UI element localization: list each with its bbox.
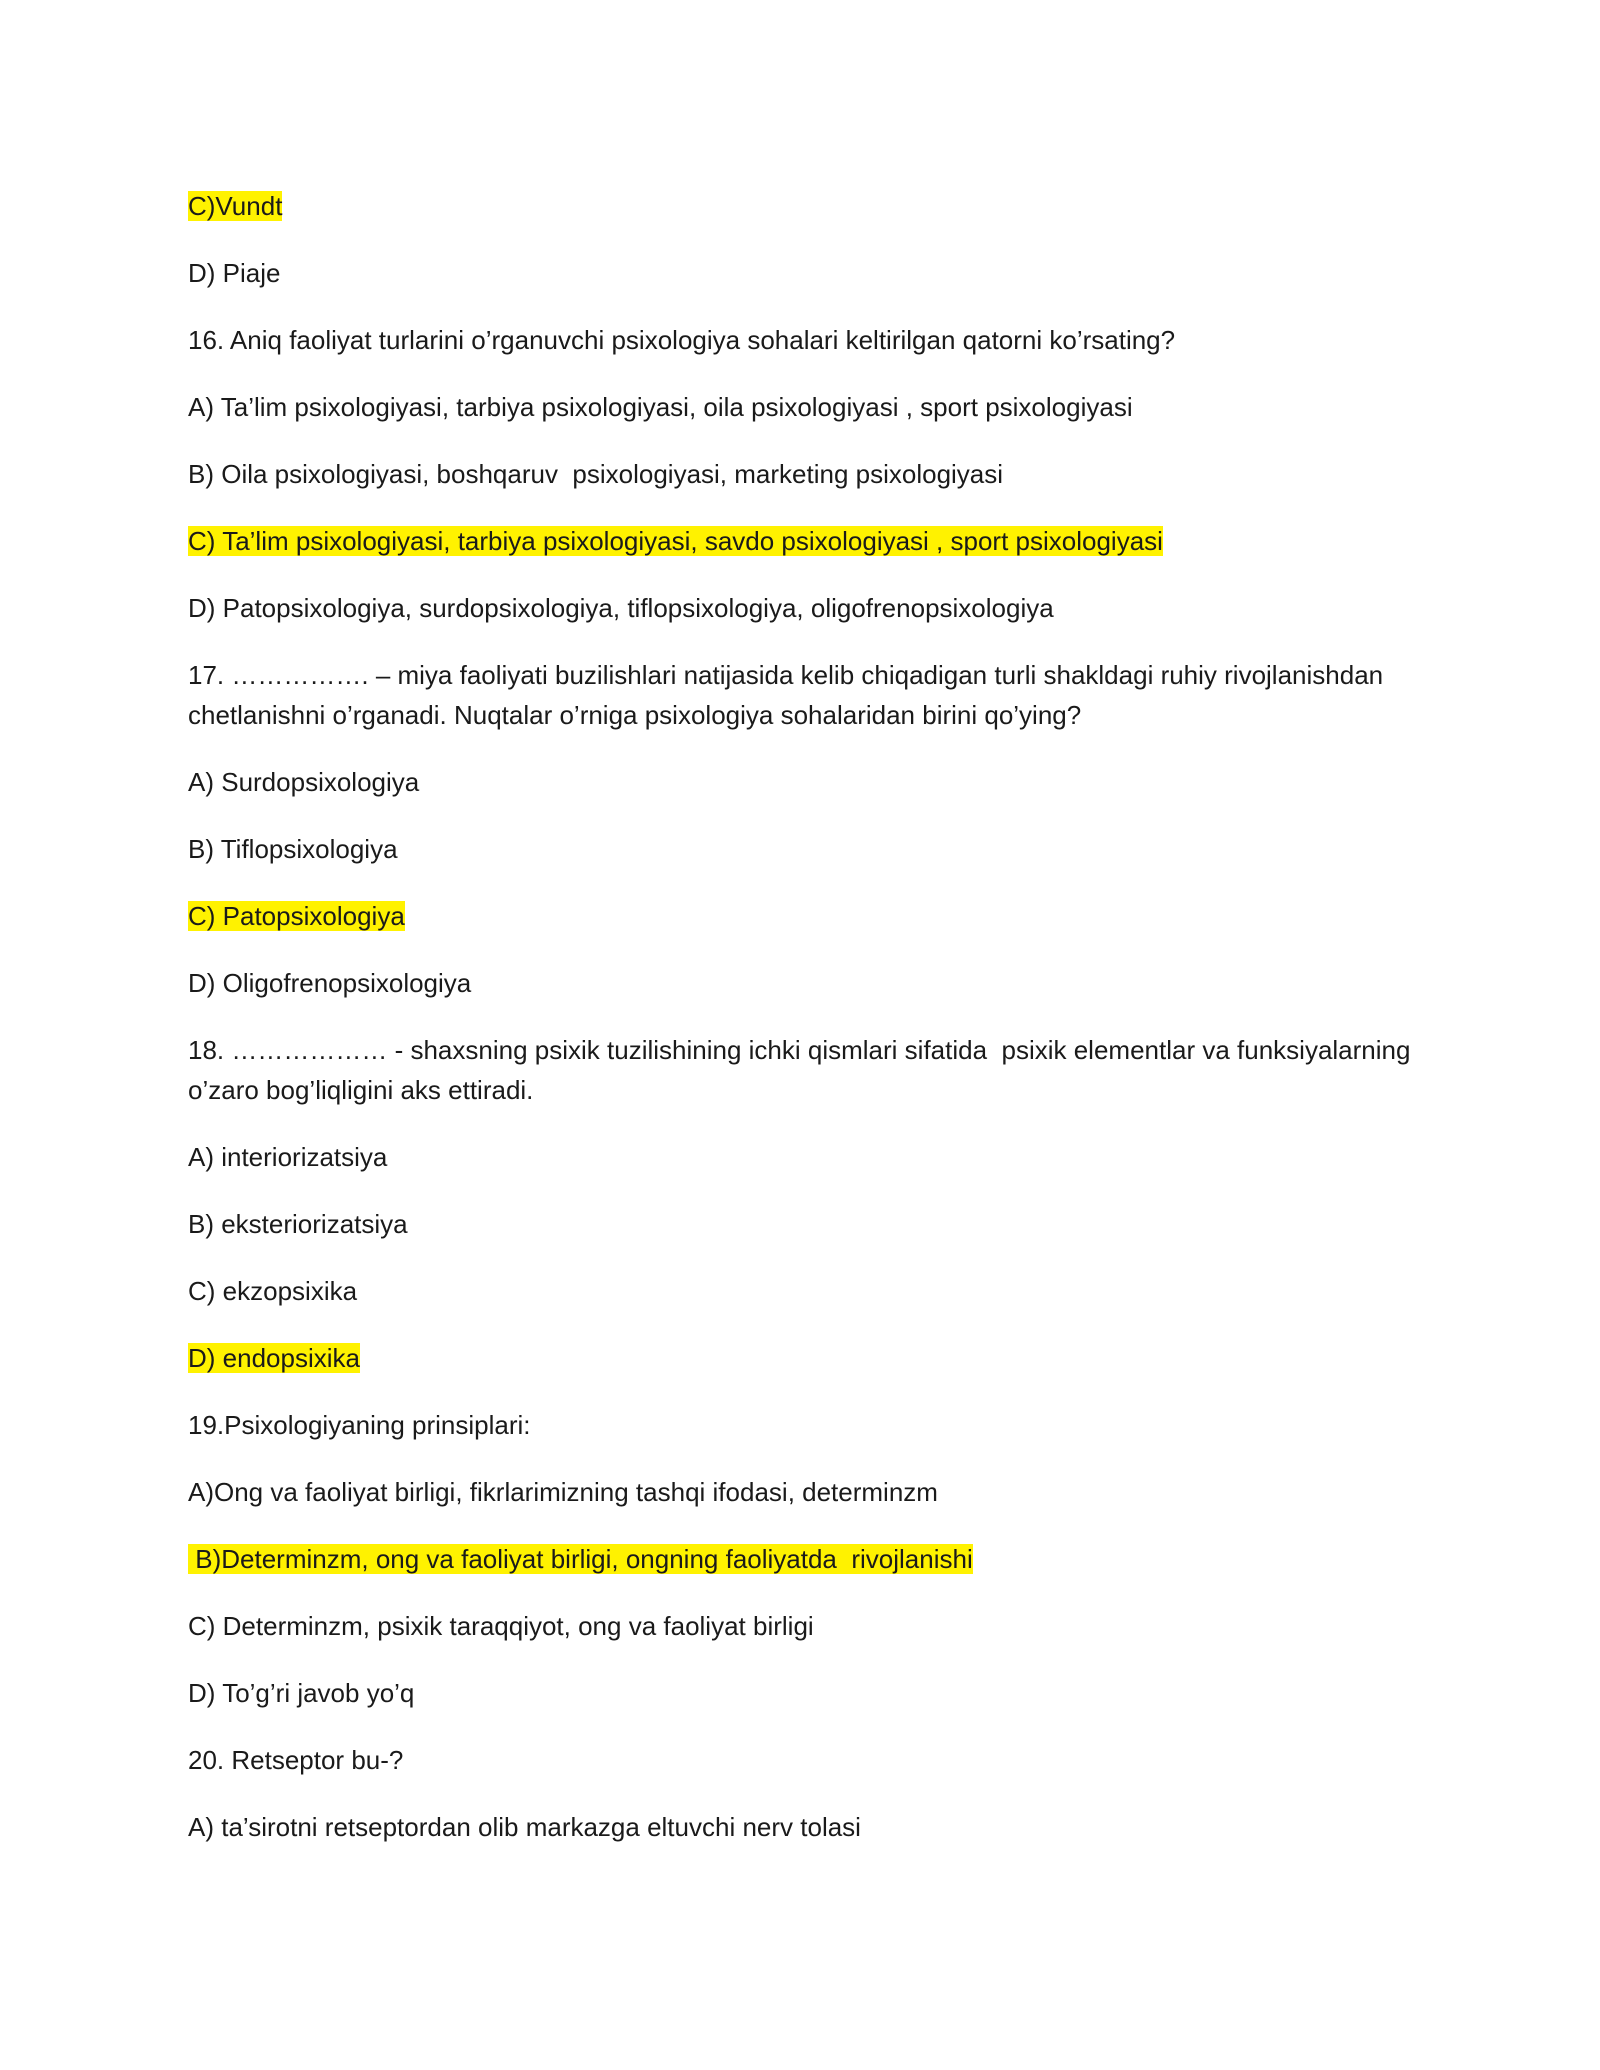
question-19: [188, 1405, 1418, 1445]
highlighted-answer: B)Determinzm, ong va faoliyat birligi, ongning faoliyatda rivojlanishi: [188, 1544, 973, 1574]
answer-text: A) interiorizatsiya: [188, 1142, 388, 1172]
question-16: [188, 320, 1418, 360]
answer-text: C) ekzopsixika: [188, 1276, 358, 1306]
question-text: 20. Retseptor bu-?: [188, 1745, 404, 1775]
answer-option: [188, 1472, 1418, 1512]
answer-text: D) Piaje: [188, 258, 281, 288]
answer-text: B) Oila psixologiyasi, boshqaruv psixologiyasi, marketing psixologiyasi: [188, 459, 1004, 489]
answer-option: [188, 1271, 1418, 1311]
answer-option: [188, 253, 1418, 293]
document-body: [188, 186, 1418, 1874]
answer-option: [188, 1606, 1418, 1646]
answer-option: [188, 1137, 1418, 1177]
answer-text: D) Patopsixologiya, surdopsixologiya, tiflopsixologiya, oligofrenopsixologiya: [188, 593, 1054, 623]
answer-option: [188, 762, 1418, 802]
answer-option: [188, 521, 1418, 561]
question-17: [188, 655, 1418, 735]
answer-text: A) ta’sirotni retseptordan olib markazga eltuvchi nerv tolasi: [188, 1812, 861, 1842]
highlighted-answer: C)Vundt: [188, 191, 283, 221]
highlighted-answer: D) endopsixika: [188, 1343, 360, 1373]
question-text: 18. ……………… - shaxsning psixik tuzilishining ichki qismlari sifatida psixik elementlar va funksiyalarning o’zaro bog’liqligini aks ettiradi.: [188, 1035, 1418, 1105]
question-text: 17. ……………. – miya faoliyati buzilishlari natijasida kelib chiqadigan turli shakldagi ruhiy rivojlanishdan chetlanishni o’rganadi. Nuqtalar o’rniga psixologiya sohalaridan birini qo’ying?: [188, 660, 1391, 730]
question-text: 16. Aniq faoliyat turlarini o’rganuvchi psixologiya sohalari keltirilgan qatorni ko’rsating?: [188, 325, 1176, 355]
answer-option: [188, 896, 1418, 936]
answer-option: [188, 186, 1418, 226]
answer-text: B) Tiflopsixologiya: [188, 834, 398, 864]
answer-option: [188, 1204, 1418, 1244]
answer-text: C) Determinzm, psixik taraqqiyot, ong va faoliyat birligi: [188, 1611, 814, 1641]
answer-option: [188, 387, 1418, 427]
answer-option: [188, 588, 1418, 628]
answer-text: B) eksteriorizatsiya: [188, 1209, 408, 1239]
answer-option: [188, 1338, 1418, 1378]
highlighted-answer: C) Ta’lim psixologiyasi, tarbiya psixologiyasi, savdo psixologiyasi , sport psixologiyasi: [188, 526, 1163, 556]
answer-option: [188, 829, 1418, 869]
question-text: 19.Psixologiyaning prinsiplari:: [188, 1410, 531, 1440]
answer-option: [188, 1673, 1418, 1713]
answer-text: A)Ong va faoliyat birligi, fikrlarimizning tashqi ifodasi, determinzm: [188, 1477, 938, 1507]
answer-text: A) Surdopsixologiya: [188, 767, 420, 797]
answer-option: [188, 1807, 1418, 1847]
answer-option: [188, 454, 1418, 494]
question-20: [188, 1740, 1418, 1780]
answer-option: [188, 963, 1418, 1003]
answer-text: A) Ta’lim psixologiyasi, tarbiya psixologiyasi, oila psixologiyasi , sport psixologiyasi: [188, 392, 1133, 422]
question-18: [188, 1030, 1418, 1110]
answer-text: D) Oligofrenopsixologiya: [188, 968, 472, 998]
highlighted-answer: C) Patopsixologiya: [188, 901, 405, 931]
answer-option: [188, 1539, 1418, 1579]
answer-text: D) To’g’ri javob yo’q: [188, 1678, 415, 1708]
